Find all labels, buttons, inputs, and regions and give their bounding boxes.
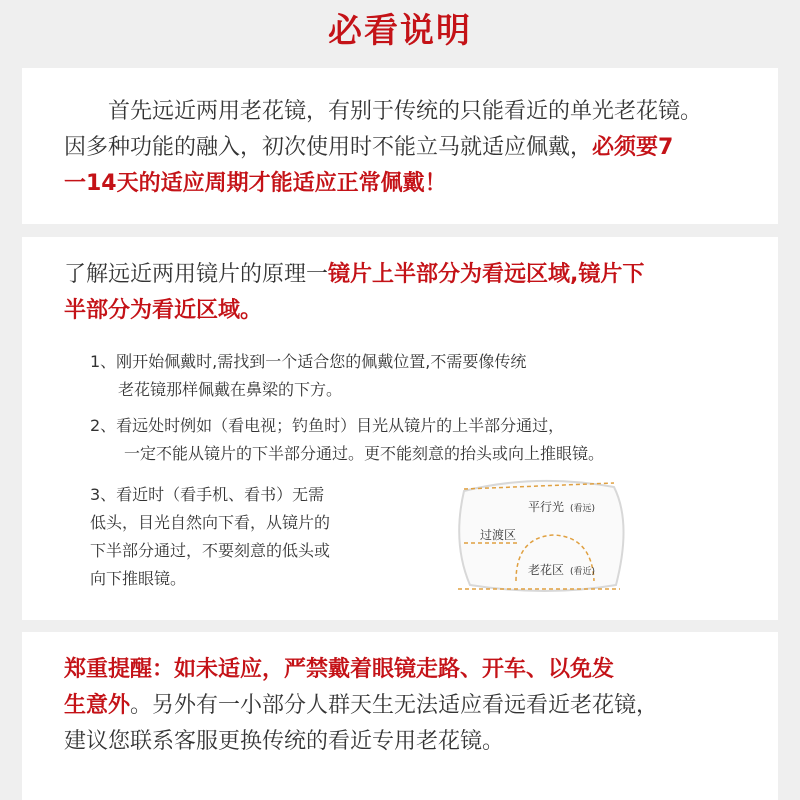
note-3-line-2: 低头，目光自然向下看，从镜片的 [90,513,331,532]
warning-red-2: 生意外 [64,693,131,718]
note-2-line-2: 一定不能从镜片的下半部分通过。更不能刻意的抬头或向上推眼镜。 [124,444,605,463]
note-3-line-4: 向下推眼镜。 [90,569,187,588]
principle-intro-normal: 了解远近两用镜片的原理一 [64,262,329,287]
principle-intro-red-1: 镜片上半部分为看远区域,镜片下 [328,262,645,287]
near-label: 老花区 [528,563,565,577]
warning-paragraph [64,652,764,760]
intro-card [22,68,778,224]
lens-diagram [436,473,636,601]
note-3 [90,481,410,593]
principle-card [22,237,778,620]
warning-line-1: 郑重提醒：如未适应，严禁戴着眼镜走路、开车、以免发 [64,657,615,682]
note-1 [90,348,526,404]
principle-line-2: 半部分为看近区域。 [64,298,263,323]
transition-label: 过渡区 [480,528,517,542]
far-label: 平行光 [528,500,565,514]
warning-line-2 [64,688,764,724]
near-sub-label: (看近) [570,567,596,577]
note-1-line-2: 老花镜那样佩戴在鼻梁的下方。 [118,380,343,399]
intro-line-2 [64,130,764,166]
principle-line-1 [64,257,764,293]
note-3-line-3: 下半部分通过，不要刻意的低头或 [90,541,331,560]
intro-line-1: 首先远近两用老花镜，有别于传统的只能看近的单光老花镜。 [108,99,703,124]
warning-normal-1: 。另外有一小部分人群天生无法适应看远看近老花镜， [130,693,659,718]
note-1-line-1: 1、刚开始佩戴时,需找到一个适合您的佩戴位置,不需要像传统 [90,352,527,371]
intro-paragraph [64,94,764,202]
far-sub-label: (看远) [570,504,596,514]
intro-line-3: 一14天的适应周期才能适应正常佩戴！ [64,171,447,196]
note-3-line-1: 3、看近时（看手机、看书）无需 [90,485,325,504]
intro-line-2-normal: 因多种功能的融入，初次使用时不能立马就适应佩戴， [64,135,593,160]
principle-intro [64,257,764,329]
warning-card [22,632,778,800]
page-title: 必看说明 [328,11,472,51]
warning-line-3: 建议您联系客服更换传统的看近专用老花镜。 [64,729,505,754]
intro-line-2-red: 必须要7 [592,135,674,160]
note-2-line-1: 2、看远处时例如（看电视；钓鱼时）目光从镜片的上半部分通过， [90,416,565,435]
note-2 [90,412,604,468]
